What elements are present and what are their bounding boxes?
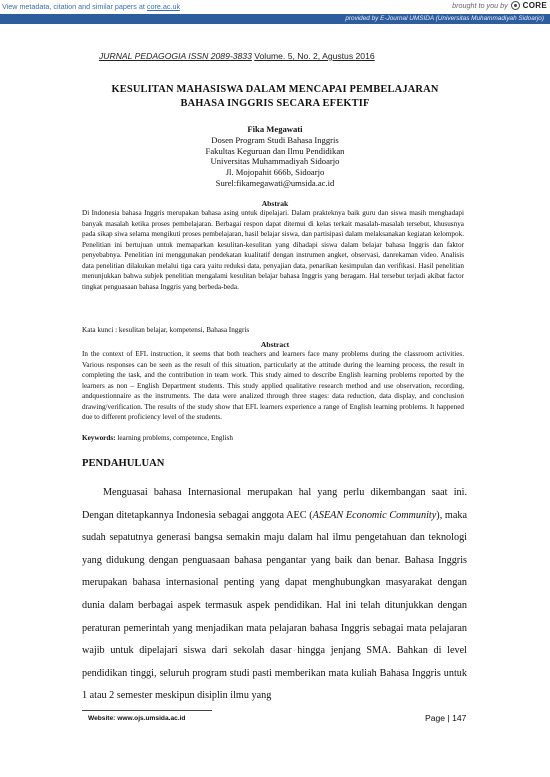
brought-by-text: brought to you by [452, 1, 508, 10]
footer-divider [82, 710, 212, 711]
journal-volume: Volume. 5, No. 2, Agustus 2016 [254, 51, 375, 61]
paragraph-part-2: ), maka sudah sepatutnya generasi bangsa semakin maju dalam hal ilmu pengetahuan dan teknologi yang didukung dengan penguasaan bahasa pengantar yang baik dan benar. Bahasa Inggris merupakan bahasa internasional penting yang dapat menghubungkan masyarakat dengan dunia dalam berbagai aspek termasuk aspek pendidikan. Hal ini telah ditunjukkan dengan peraturan pemerintah yang menjadikan mata pelajaran bahasa Inggris sebagai mata pelajaran wajib untuk dipelajari siswa dari sekolah dasar hingga jenjang SMA. Bahkan di level pendidikan tinggi, seluruh program studi pasti memberikan mata kuliah Bahasa Inggris untuk 1 atau 2 semester meskipun disiplin ilmu yang [82, 509, 467, 702]
core-metadata-link[interactable] [2, 2, 180, 11]
core-logo-icon [511, 1, 520, 10]
core-brand-name: CORE [522, 1, 547, 10]
journal-header [99, 51, 375, 61]
abstrak-keywords: Kata kunci : kesulitan belajar, kompetensi, Bahasa Inggris [82, 326, 250, 334]
author-name: Fika Megawati [247, 124, 303, 134]
title-line-1: KESULITAN MAHASISWA DALAM MENCAPAI PEMBELAJARAN [111, 84, 439, 95]
section-heading: PENDAHULUAN [82, 458, 165, 469]
provided-by-text[interactable]: provided by E-Journal UMSIDA (Universitas Muhammadiyah Sidoarjo) [345, 15, 544, 22]
abstract-keywords-text: learning problems, competence, English [117, 434, 233, 442]
author-affiliation-1: Dosen Program Studi Bahasa Inggris [211, 134, 339, 145]
paper-title [100, 83, 450, 111]
title-line-2: BAHASA INGGRIS SECARA EFEKTIF [180, 98, 370, 109]
author-affiliation-2: Fakultas Keguruan dan Ilmu Pendidikan [205, 145, 345, 156]
author-address: Jl. Mojopahit 666b, Sidoarjo [225, 167, 325, 178]
author-block [120, 124, 430, 189]
provided-by-bar [0, 14, 550, 24]
author-email: Surel:fikamegawati@umsida.ac.id [215, 177, 335, 188]
core-ac-uk-link[interactable]: core.ac.uk [146, 2, 181, 11]
core-banner [0, 0, 550, 13]
abstrak-body: Di Indonesia bahasa Inggris merupakan bahasa asing untuk dipelajari. Dalam prakteknya baik guru dan siswa masih menghadapi banyak masalah ketika proses pembelajaran. Berbagai respon dapat ditemui di kelas terkait masalah-masalah tersebut, khususnya pada sikap siwa selama mengikuti proses pembelajaran, hasil belajar siswa, dan partisipasi dalam melaksanakan kegiatan kelompok. Penelitian ini bertujuan untuk memaparkan kesulitan-kesulitan yang dihadapi siswa dalam belajar bahasa Inggris dan faktor penyebabnya. Penelitian ini menggunakan pendekatan kualitatif dengan instrumen angket, observasi, danrekaman video. Analisis data penelitian dilakukan melalui tiga cara yaitu reduksi data, penyajian data, penarikan kesimpulan dan verifikasi. Hasil penelitian menunjukkan bahwa subjek penelitian mengalami kesulitan belajar bahasa Inggris yang beragam. Hal tersebut terjadi akibat factor tingkat penguasaan bahasa Inggris yang berbeda-beda. [82, 209, 464, 291]
author-affiliation-3: Universitas Muhammadiyah Sidoarjo [210, 156, 340, 167]
section-paragraph [82, 482, 467, 708]
abstract-heading: Abstract [260, 340, 290, 349]
core-brand[interactable] [452, 1, 547, 10]
paragraph-part-1: Menguasai bahasa Internasional merupakan hal yang perlu dikembangan saat ini. Dengan ditetapkannya Indonesia sebagai anggota AEC ( [82, 487, 467, 521]
footer-website[interactable]: Website: www.ojs.umsida.ac.id [88, 715, 186, 722]
paragraph-italic-term: ASEAN Economic Community [312, 509, 437, 521]
abstract-keywords-label: Keywords: [82, 434, 116, 442]
footer-page-number: Page | 147 [425, 713, 467, 723]
abstract-body: In the context of EFL instruction, it seems that both teachers and learners face many problems during the classroom activities. Various responses can be seen as the result of this situation, particularly at the attitude during the learning process, the result in completing the task, and the contribution in team work. This study aimed to describe English learning problems reported by the learners as non – English Department students. This study applied qualitative research method and use observation, recording, andquestionnaire as the instruments. The data were analized through three stages: data reduction, data display, and conclusion drawing/verification. The results of the study show that EFL learners experience a range of English learning problems. It happened due to different proficiency level of the students. [82, 350, 464, 421]
abstract-keywords [82, 433, 464, 443]
journal-name: JURNAL PEDAGOGIA ISSN 2089-3833 [99, 51, 252, 61]
abstrak-heading: Abstrak [261, 199, 289, 208]
core-metadata-prefix: View metadata, citation and similar papers at [2, 2, 145, 11]
